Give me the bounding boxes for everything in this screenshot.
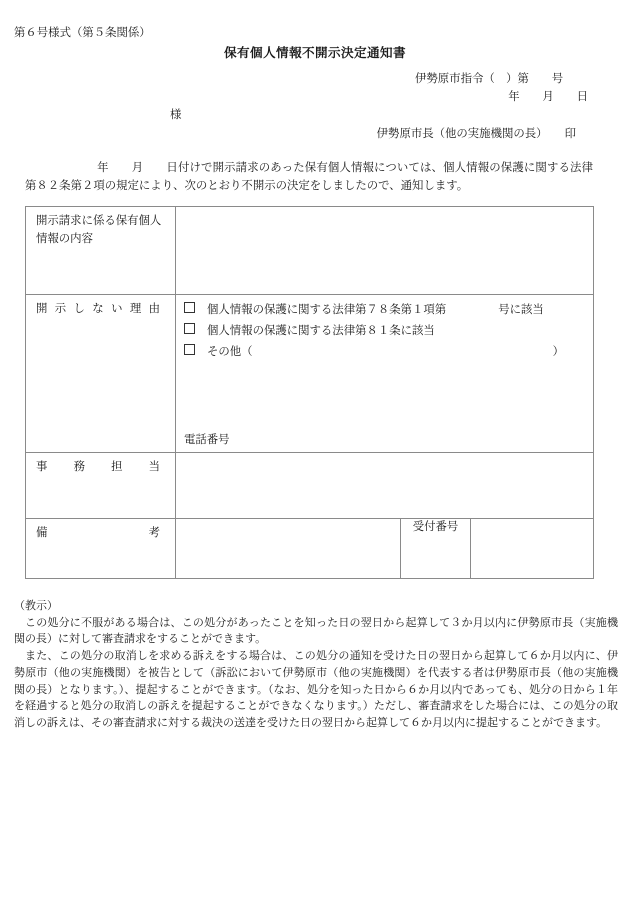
label-wrap: [401, 519, 470, 537]
label-wrap: [36, 459, 166, 477]
table-row-staff: [26, 453, 594, 519]
checkbox-icon[interactable]: [184, 323, 195, 334]
label-text: 受付番号: [412, 521, 459, 533]
value-remarks[interactable]: [176, 519, 401, 579]
value-disclosure-request-content[interactable]: [176, 207, 594, 295]
decision-table: [25, 206, 594, 579]
value-staff-in-charge[interactable]: [176, 434, 594, 519]
reason-option-1[interactable]: [184, 302, 593, 320]
label-wrap: [36, 213, 166, 248]
reason-option-3-text-after: ）: [552, 346, 564, 359]
body-paragraph-text: 年 月 日付けで開示請求のあった保有個人情報については、個人情報の保護に関する法律第８２条第２項の規定により、次のとおり不開示の決定をしましたので、通知します。: [25, 162, 593, 193]
label-text: 事務担当: [36, 461, 160, 473]
label-text: 備考: [36, 527, 160, 539]
instruction-notice: [14, 598, 618, 732]
label-remarks: [26, 519, 176, 579]
table-row-content: [26, 207, 594, 295]
reason-option-3[interactable]: [184, 344, 593, 362]
addressee-suffix: 様: [170, 109, 182, 121]
value-reason-for-nondisclosure: [176, 295, 594, 453]
notice-paragraph-1: この処分に不服がある場合は、この処分があったことを知った日の翌日から起算して３か月以内に伊勢原市長（実施機関の長）に対して審査請求をすることができます。: [14, 616, 618, 646]
label-text: 開示請求に係る保有個人情報の内容: [36, 215, 162, 245]
reason-option-1-text-before: 個人情報の保護に関する法律第７８条第１項第: [207, 304, 447, 316]
table-row-reason: [26, 295, 594, 453]
label-receipt-number: [401, 519, 471, 579]
label-text: 開示しない理由: [36, 303, 160, 315]
label-wrap: [36, 301, 166, 319]
reference-number-line: 伊勢原市指令（ ）第 号: [415, 73, 564, 85]
reason-option-2-text-before: 個人情報の保護に関する法律第８１条に該当: [207, 325, 435, 338]
checkbox-icon[interactable]: [184, 344, 195, 355]
label-wrap: [36, 525, 166, 543]
notice-paragraph-2: また、この処分の取消しを求める訴えをする場合は、この処分の通知を受けた日の翌日から起算して６か月以内に、伊勢原市（他の実施機関）を被告として（訴訟において伊勢原市（他の実施機関）を代表する者は伊勢原市長（他の実施機関の長）となります。）、提起することができます。（なお、処分を知った日から６か月以内であっても、処分の日から１年を経過すると処分の取消しの訴えを提起することができなくなります。）ただし、審査請求をした場合には、この処分の取消しの訴えは、その審査請求に対する裁決の送達を受けた日の翌日から起算して６か月以内に提起することができます。: [14, 650, 618, 730]
reason-checkbox-list: [176, 295, 593, 362]
label-reason-for-nondisclosure: [26, 295, 176, 453]
label-disclosure-request-content: [26, 207, 176, 295]
form-number: 第６号様式（第５条関係）: [14, 27, 151, 39]
issue-date-line: 年 月 日: [508, 91, 588, 103]
label-staff-in-charge: [26, 453, 176, 519]
reason-option-3-text-before: その他（: [207, 346, 253, 359]
body-paragraph: [25, 159, 593, 196]
value-receipt-number[interactable]: [471, 519, 594, 579]
reason-option-2[interactable]: [184, 323, 593, 341]
reason-option-1-text-after: 号に該当: [498, 304, 544, 316]
notice-heading: （教示）: [14, 600, 58, 612]
telephone-label: 電話番号: [184, 434, 230, 447]
issuer-line: 伊勢原市長（他の実施機関の長） 印: [376, 128, 576, 140]
table-row-remarks: [26, 519, 594, 579]
checkbox-icon[interactable]: [184, 302, 195, 313]
document-title: 保有個人情報不開示決定通知書: [224, 46, 406, 60]
